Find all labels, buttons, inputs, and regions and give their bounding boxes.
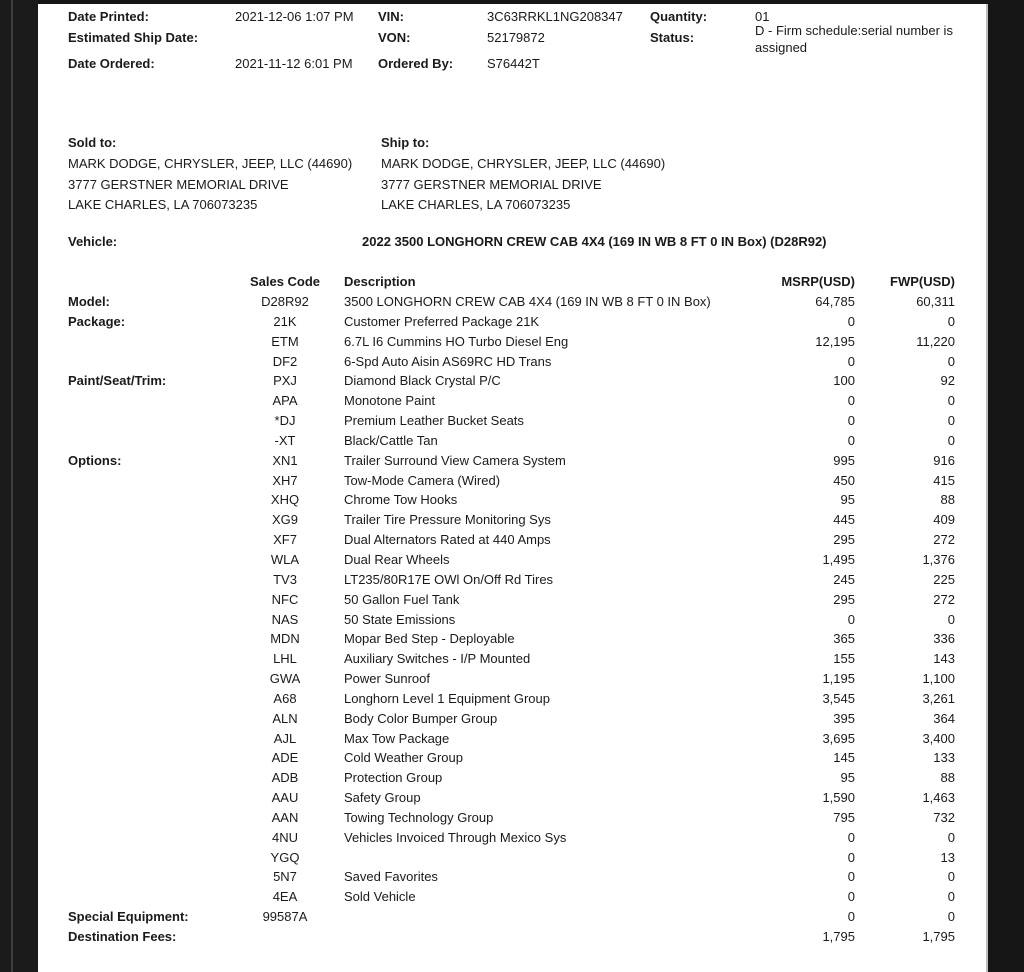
status-value: D - Firm schedule:serial number is assigned: [755, 23, 953, 55]
table-row: [38, 332, 955, 352]
row-description: Cold Weather Group: [344, 750, 463, 766]
row-description: Trailer Surround View Camera System: [344, 452, 566, 468]
row-description: Vehicles Invoiced Through Mexico Sys: [344, 829, 567, 845]
row-sales-code: XH7: [272, 472, 298, 488]
row-fwp-value: 336: [933, 631, 955, 647]
row-section-label: [38, 510, 226, 530]
row-section-label: Special Equipment:: [68, 909, 189, 925]
row-fwp-value: 409: [933, 512, 955, 528]
row-description: 6-Spd Auto Aisin AS69RC HD Trans: [344, 353, 552, 369]
row-description: Customer Preferred Package 21K: [344, 313, 540, 329]
table-row: [38, 788, 955, 808]
table-row: [38, 887, 955, 907]
table-row: [38, 490, 955, 510]
row-msrp-value: 64,785: [815, 294, 855, 309]
row-section-label: Package:: [68, 313, 126, 329]
row-fwp-value: 92: [940, 373, 955, 389]
sold-to-line: LAKE CHARLES, LA 706073235: [68, 197, 258, 213]
table-row: [38, 510, 955, 530]
row-section-label: [38, 748, 226, 768]
row-msrp-value: 0: [847, 413, 855, 429]
row-msrp-value: 0: [847, 611, 855, 627]
date-ordered-value: 2021-11-12 6:01 PM: [235, 56, 353, 71]
row-description: 6.7L I6 Cummins HO Turbo Diesel Eng: [344, 333, 569, 349]
row-fwp-value: 225: [933, 571, 955, 587]
row-description: 50 State Emissions: [344, 611, 456, 627]
row-sales-code: DF2: [272, 353, 298, 369]
table-row: [38, 530, 955, 550]
row-msrp-value: 0: [847, 353, 855, 369]
row-description: Sold Vehicle: [344, 889, 416, 905]
row-fwp-value: 1,795: [922, 929, 955, 944]
vehicle-label: Vehicle:: [68, 234, 118, 249]
row-fwp-value: 0: [947, 869, 955, 885]
row-sales-code: NAS: [271, 611, 299, 627]
row-section-label: [38, 689, 226, 709]
von-value: 52179872: [487, 30, 545, 45]
row-fwp-value: 272: [933, 532, 955, 548]
row-section-label: [38, 629, 226, 649]
row-fwp-value: 1,100: [922, 671, 955, 687]
vin-value: 3C63RRKL1NG208347: [487, 9, 623, 24]
row-section-label: Options:: [68, 452, 122, 468]
viewer-frame-left: [0, 0, 38, 972]
row-msrp-value: 365: [833, 631, 855, 647]
row-section-label: [38, 530, 226, 550]
row-msrp-value: 995: [833, 452, 855, 468]
row-sales-code: AAN: [271, 809, 299, 825]
row-description: Max Tow Package: [344, 730, 450, 746]
row-msrp-value: 0: [847, 889, 855, 905]
row-description: Towing Technology Group: [344, 809, 494, 825]
row-sales-code: XF7: [273, 532, 297, 548]
row-fwp-value: 0: [947, 611, 955, 627]
row-fwp-value: 272: [933, 591, 955, 607]
table-row: [38, 649, 955, 669]
row-fwp-value: 0: [947, 313, 955, 329]
row-fwp-value: 88: [940, 492, 955, 508]
row-description: Dual Rear Wheels: [344, 551, 450, 567]
ship-to-line: LAKE CHARLES, LA 706073235: [381, 197, 571, 213]
row-msrp-value: 95: [840, 770, 855, 786]
row-description: Protection Group: [344, 770, 443, 786]
row-sales-code: [226, 927, 344, 947]
options-pricing-table: [38, 272, 955, 947]
row-msrp-value: 3,695: [822, 730, 855, 746]
row-section-label: [38, 867, 226, 887]
row-fwp-value: 88: [940, 770, 955, 786]
table-row: [38, 352, 955, 372]
row-sales-code: XN1: [272, 452, 298, 468]
row-sales-code: 21K: [273, 313, 297, 329]
row-sales-code: 99587A: [262, 909, 308, 925]
table-row: [38, 729, 955, 749]
row-section-label: [38, 828, 226, 848]
row-fwp-value: 1,376: [922, 551, 955, 567]
table-row: [38, 669, 955, 689]
row-msrp-value: 1,795: [822, 929, 855, 944]
row-description: Chrome Tow Hooks: [344, 492, 458, 508]
row-description: Premium Leather Bucket Seats: [344, 413, 524, 429]
row-msrp-value: 95: [840, 492, 855, 508]
row-msrp-value: 245: [833, 571, 855, 587]
row-section-label: [38, 808, 226, 828]
row-fwp-value: 0: [947, 432, 955, 448]
date-printed-label: Date Printed:: [68, 9, 149, 24]
row-section-label: [38, 550, 226, 570]
table-row: [38, 808, 955, 828]
row-description: Body Color Bumper Group: [344, 710, 498, 726]
table-row: [38, 907, 955, 927]
row-fwp-value: 732: [933, 809, 955, 825]
row-sales-code: TV3: [273, 571, 297, 587]
row-description: LT235/80R17E OWl On/Off Rd Tires: [344, 571, 554, 587]
row-msrp-value: 0: [847, 849, 855, 865]
sold-to-heading: Sold to:: [68, 135, 117, 150]
row-sales-code: A68: [273, 690, 297, 706]
row-description: Safety Group: [344, 790, 421, 806]
table-row: [38, 610, 955, 630]
row-section-label: [38, 332, 226, 352]
row-fwp-value: 0: [947, 829, 955, 845]
sales-code-column-header: Sales Code: [249, 274, 321, 289]
table-row: [38, 570, 955, 590]
msrp-column-header: MSRP(USD): [781, 274, 855, 289]
table-row: [38, 411, 955, 431]
row-msrp-value: 1,495: [822, 551, 855, 567]
table-row: [38, 371, 955, 391]
section-column-header: [38, 272, 226, 292]
date-ordered-label: Date Ordered:: [68, 56, 155, 71]
row-description: Tow-Mode Camera (Wired): [344, 472, 501, 488]
row-sales-code: MDN: [270, 631, 300, 647]
row-fwp-value: 0: [947, 889, 955, 905]
row-msrp-value: 0: [847, 313, 855, 329]
table-row: [38, 471, 955, 491]
viewer-frame-right: [988, 0, 1024, 972]
table-row: [38, 689, 955, 709]
row-section-label: Model:: [68, 294, 110, 309]
date-printed-value: 2021-12-06 1:07 PM: [235, 9, 354, 24]
row-description: Monotone Paint: [344, 393, 436, 409]
row-sales-code: XHQ: [270, 492, 300, 508]
row-section-label: [38, 352, 226, 372]
vin-label: VIN:: [378, 9, 404, 24]
row-section-label: [38, 490, 226, 510]
row-section-label: Paint/Seat/Trim:: [68, 373, 167, 389]
ship-to-line: 3777 GERSTNER MEMORIAL DRIVE: [381, 176, 602, 192]
table-row: [38, 629, 955, 649]
row-sales-code: -XT: [274, 432, 296, 448]
row-description: Black/Cattle Tan: [344, 432, 438, 448]
table-row: [38, 590, 955, 610]
row-fwp-value: 13: [940, 849, 955, 865]
row-section-label: [38, 669, 226, 689]
table-row: [38, 867, 955, 887]
row-section-label: [38, 431, 226, 451]
row-section-label: [38, 610, 226, 630]
row-fwp-value: 11,220: [916, 333, 955, 349]
row-msrp-value: 145: [833, 750, 855, 766]
row-msrp-value: 395: [833, 710, 855, 726]
row-description: Auxiliary Switches - I/P Mounted: [344, 651, 531, 667]
sold-to-line: MARK DODGE, CHRYSLER, JEEP, LLC (44690): [68, 155, 353, 171]
table-row: [38, 709, 955, 729]
estimated-ship-date-label: Estimated Ship Date:: [68, 30, 199, 45]
row-sales-code: LHL: [273, 651, 297, 667]
row-sales-code: ADE: [271, 750, 299, 766]
row-section-label: [38, 729, 226, 749]
row-section-label: [38, 391, 226, 411]
row-fwp-value: 3,261: [922, 690, 955, 706]
row-fwp-value: 364: [933, 710, 955, 726]
table-row: [38, 748, 955, 768]
row-msrp-value: 0: [847, 909, 855, 925]
table-row: [38, 312, 955, 332]
row-fwp-value: 0: [947, 393, 955, 409]
row-fwp-value: 3,400: [922, 730, 955, 746]
row-sales-code: XG9: [271, 512, 298, 528]
row-fwp-value: 0: [947, 413, 955, 429]
row-msrp-value: 1,590: [822, 790, 855, 806]
description-column-header: Description: [344, 274, 416, 289]
row-msrp-value: 155: [833, 651, 855, 667]
row-sales-code: APA: [272, 393, 298, 409]
row-fwp-value: 916: [933, 452, 955, 468]
row-description: Longhorn Level 1 Equipment Group: [344, 690, 550, 706]
table-row: [38, 927, 955, 947]
row-msrp-value: 1,195: [822, 671, 855, 687]
row-description: Trailer Tire Pressure Monitoring Sys: [344, 512, 551, 528]
sold-to-section: [68, 133, 352, 216]
row-sales-code: AJL: [273, 730, 297, 746]
row-section-label: [38, 471, 226, 491]
row-description: Diamond Black Crystal P/C: [344, 373, 501, 389]
row-fwp-value: 133: [933, 750, 955, 766]
row-section-label: [38, 887, 226, 907]
vehicle-title: 2022 3500 LONGHORN CREW CAB 4X4 (169 IN WB 8 FT 0 IN Box) (D28R92): [362, 234, 827, 249]
row-sales-code: D28R92: [261, 294, 309, 309]
row-description: Dual Alternators Rated at 440 Amps: [344, 532, 551, 548]
row-fwp-value: 0: [947, 353, 955, 369]
table-header-row: [38, 272, 955, 292]
table-row: [38, 828, 955, 848]
row-msrp-value: 295: [833, 532, 855, 548]
row-section-label: [38, 848, 226, 868]
row-section-label: [38, 709, 226, 729]
row-sales-code: NFC: [271, 591, 299, 607]
row-sales-code: AAU: [271, 790, 299, 806]
row-description: Mopar Bed Step - Deployable: [344, 631, 515, 647]
row-fwp-value: 0: [947, 909, 955, 925]
fwp-column-header: FWP(USD): [890, 274, 955, 289]
row-msrp-value: 12,195: [815, 333, 855, 349]
row-section-label: [38, 590, 226, 610]
row-sales-code: ALN: [272, 710, 298, 726]
row-msrp-value: 450: [833, 472, 855, 488]
row-description: Power Sunroof: [344, 671, 430, 687]
status-label: Status:: [650, 30, 695, 45]
row-msrp-value: 445: [833, 512, 855, 528]
ship-to-section: [381, 133, 665, 216]
document-page: [38, 4, 988, 972]
row-section-label: [38, 570, 226, 590]
ship-to-line: MARK DODGE, CHRYSLER, JEEP, LLC (44690): [381, 155, 666, 171]
viewer-frame-top: [0, 0, 1024, 4]
row-msrp-value: 0: [847, 432, 855, 448]
row-description: Saved Favorites: [344, 869, 438, 885]
row-section-label: [38, 768, 226, 788]
row-fwp-value: 415: [933, 472, 955, 488]
ship-to-heading: Ship to:: [381, 135, 430, 150]
sold-to-line: 3777 GERSTNER MEMORIAL DRIVE: [68, 176, 289, 192]
row-sales-code: GWA: [269, 671, 301, 687]
row-sales-code: YGQ: [270, 849, 300, 865]
row-sales-code: PXJ: [273, 373, 297, 389]
row-description: [344, 848, 715, 868]
row-fwp-value: 1,463: [922, 790, 955, 806]
row-fwp-value: 143: [933, 651, 955, 667]
row-fwp-value: 60,311: [916, 294, 955, 309]
row-msrp-value: 0: [847, 869, 855, 885]
row-sales-code: 4NU: [271, 829, 298, 845]
row-section-label: [38, 411, 226, 431]
von-label: VON:: [378, 30, 411, 45]
row-sales-code: ETM: [271, 333, 299, 349]
row-msrp-value: 100: [833, 373, 855, 389]
ordered-by-value: S76442T: [487, 56, 540, 71]
row-sales-code: 5N7: [273, 869, 297, 885]
row-msrp-value: 295: [833, 591, 855, 607]
row-sales-code: ADB: [271, 770, 299, 786]
row-msrp-value: 795: [833, 809, 855, 825]
row-msrp-value: 0: [847, 393, 855, 409]
viewer-frame-seam: [11, 0, 13, 972]
row-msrp-value: 0: [847, 829, 855, 845]
row-description: 3500 LONGHORN CREW CAB 4X4 (169 IN WB 8 FT 0 IN Box): [344, 294, 711, 309]
table-row: [38, 550, 955, 570]
table-row: [38, 431, 955, 451]
table-row: [38, 848, 955, 868]
row-description: [344, 927, 715, 947]
row-msrp-value: 3,545: [822, 690, 855, 706]
quantity-label: Quantity:: [650, 9, 708, 24]
row-section-label: Destination Fees:: [68, 929, 177, 944]
row-sales-code: 4EA: [272, 889, 298, 905]
table-row: [38, 451, 955, 471]
row-description: [344, 907, 715, 927]
table-row: [38, 391, 955, 411]
row-section-label: [38, 788, 226, 808]
row-sales-code: WLA: [270, 551, 300, 567]
table-row: [38, 292, 955, 312]
ordered-by-label: Ordered By:: [378, 56, 454, 71]
row-sales-code: *DJ: [274, 413, 296, 429]
row-description: 50 Gallon Fuel Tank: [344, 591, 460, 607]
table-row: [38, 768, 955, 788]
row-section-label: [38, 649, 226, 669]
quantity-value: 01: [755, 9, 770, 24]
page-edge-line: [986, 4, 988, 972]
